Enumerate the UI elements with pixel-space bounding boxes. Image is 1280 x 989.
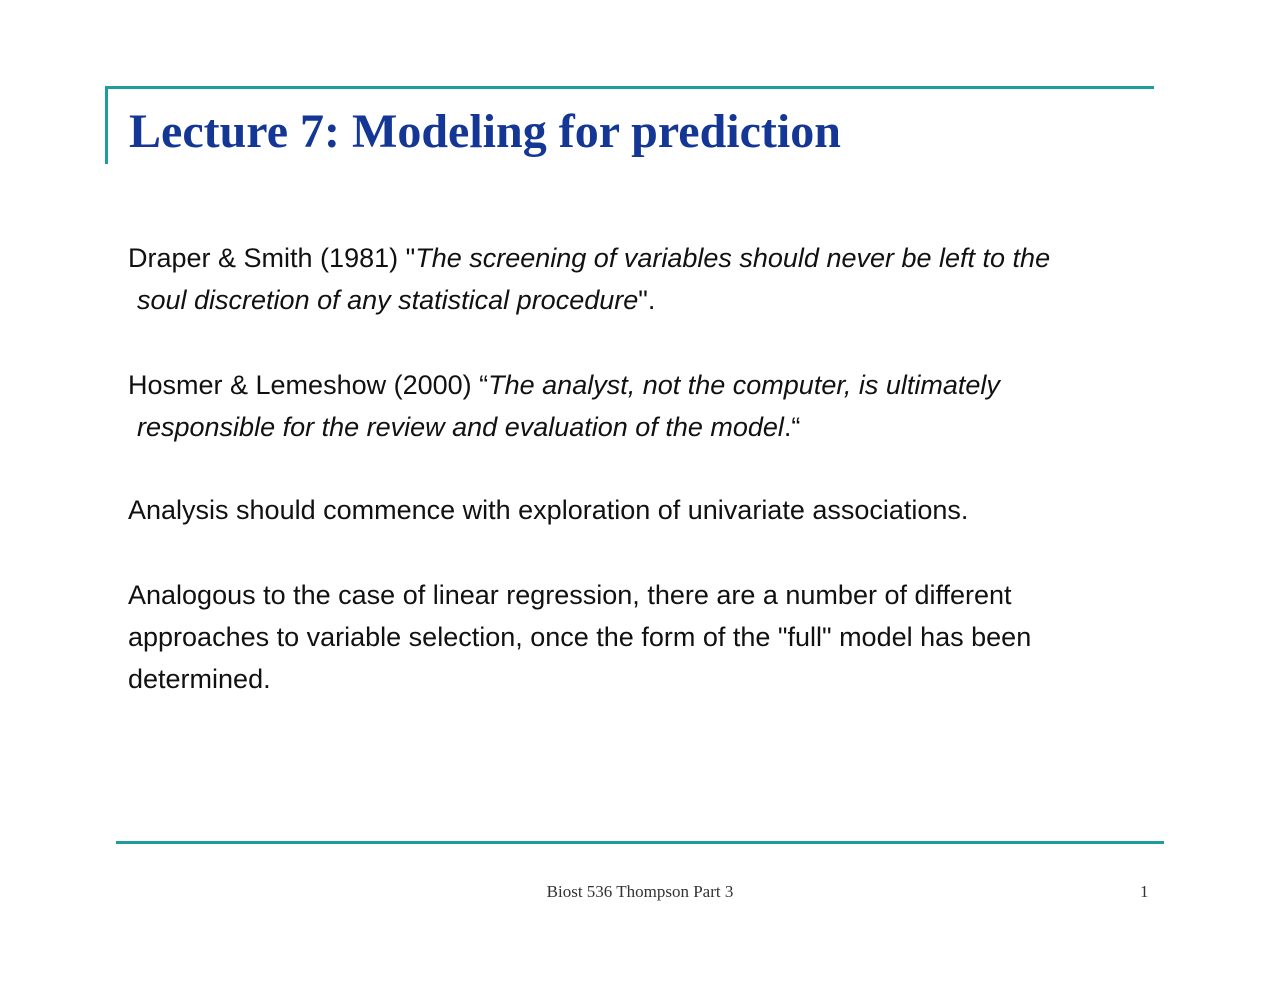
page-number: 1 [1140,882,1149,901]
paragraph-draper-smith [128,237,1050,321]
left-accent-line [105,86,108,164]
hosmer-lemeshow-closing: .“ [783,412,801,442]
top-divider-line [105,86,1154,89]
hosmer-lemeshow-intro: Hosmer & Lemeshow (2000) “ [128,370,489,400]
variable-selection-line1: Analogous to the case of linear regression, there are a number of different [128,580,1012,610]
indent-wrap [128,279,655,321]
bottom-divider-line [116,841,1164,844]
indent-wrap [128,406,800,448]
draper-smith-quote-line2: soul discretion of any statistical procedure [137,285,639,315]
slide-title: Lecture 7: Modeling for prediction [129,105,841,158]
variable-selection-line3: determined. [128,664,271,694]
variable-selection-line2: approaches to variable selection, once the form of the "full" model has been [128,622,1032,652]
paragraph-hosmer-lemeshow [128,364,1000,448]
hosmer-lemeshow-quote-line2: responsible for the review and evaluation of the model [137,412,784,442]
footer-text: Biost 536 Thompson Part 3 [546,882,734,901]
paragraph-variable-selection [128,574,1031,700]
draper-smith-intro: Draper & Smith (1981) " [128,243,416,273]
hosmer-lemeshow-quote-line1: The analyst, not the computer, is ultimately [488,370,1000,400]
paragraph-univariate: Analysis should commence with exploration of univariate associations. [128,495,969,525]
draper-smith-closing: ". [638,285,656,315]
draper-smith-quote-line1: The screening of variables should never be left to the [415,243,1051,273]
